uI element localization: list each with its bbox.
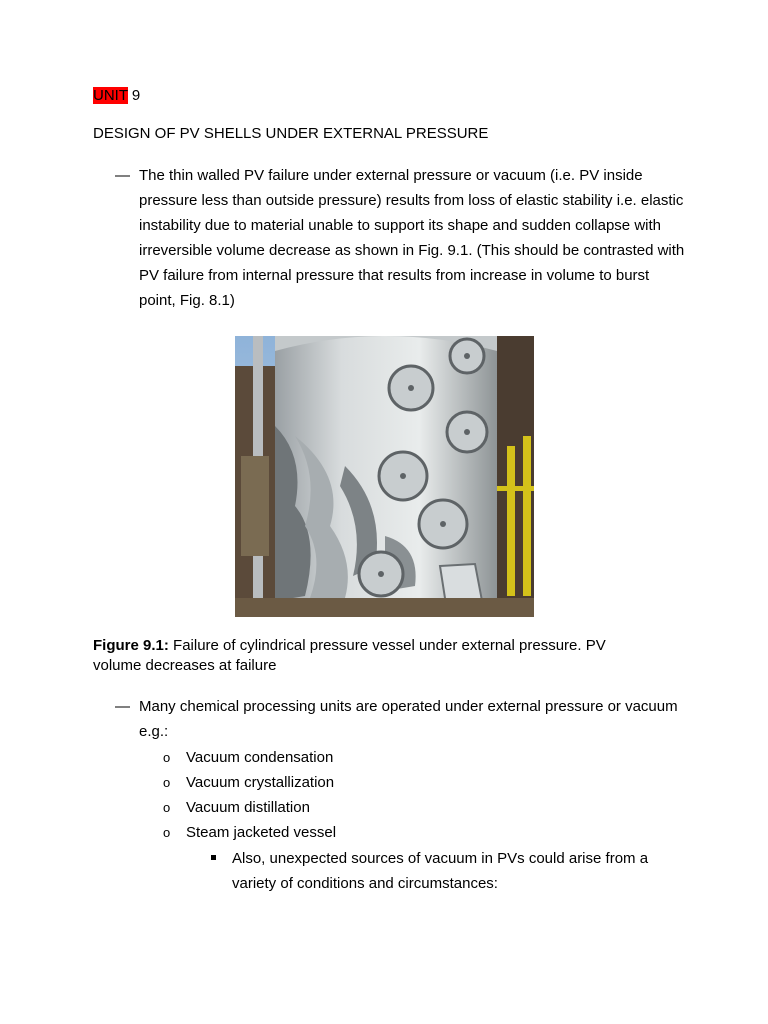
list-item-text: Steam jacketed vessel [186,824,337,841]
figure-photo-collapsed-vessel [235,336,534,617]
circle-bullet: o [163,800,171,815]
unit-number: 9 [131,87,141,104]
circle-bullet: o [163,825,171,840]
list-item-text: Vacuum crystallization [186,774,335,791]
list-item-text: Vacuum distillation [186,799,310,816]
list-item-text: Vacuum condensation [186,749,334,766]
paragraph-item [115,694,685,744]
list-item [163,745,336,770]
paragraph-text: Many chemical processing units are operated under external pressure or vacuum e.g.: [139,698,678,740]
unit-label-highlighted: UNIT [93,87,128,104]
list-item [163,770,336,795]
square-bullet-text: Also, unexpected sources of vacuum in PVs could arise from a variety of conditions and circumstances: [232,850,649,892]
square-bullet-icon [211,855,216,860]
dash-bullet: — [115,698,130,715]
dash-bullet: — [115,167,130,184]
section-title: DESIGN OF PV SHELLS UNDER EXTERNAL PRESSURE [93,125,489,142]
paragraph-item [115,163,685,313]
list-item [163,820,336,845]
circle-bullet: o [163,750,171,765]
examples-list [163,745,336,845]
square-bullet-item [211,846,681,896]
figure-label: Figure 9.1: [93,637,169,654]
figure-caption-text: Failure of cylindrical pressure vessel under external pressure. PV volume decreases at failure [93,637,606,674]
list-item [163,795,336,820]
figure-caption [93,636,653,676]
paragraph-text: The thin walled PV failure under external pressure or vacuum (i.e. PV inside pressure less than outside pressure) results from loss of elastic stability i.e. elastic instability due to material unable to support its shape and sudden collapse with irreversible volume decrease as shown in Fig. 9.1. (This should be contrasted with PV failure from internal pressure that results from increase in volume to burst point, Fig. 8.1) [139,167,685,309]
unit-heading [93,86,140,106]
circle-bullet: o [163,775,171,790]
